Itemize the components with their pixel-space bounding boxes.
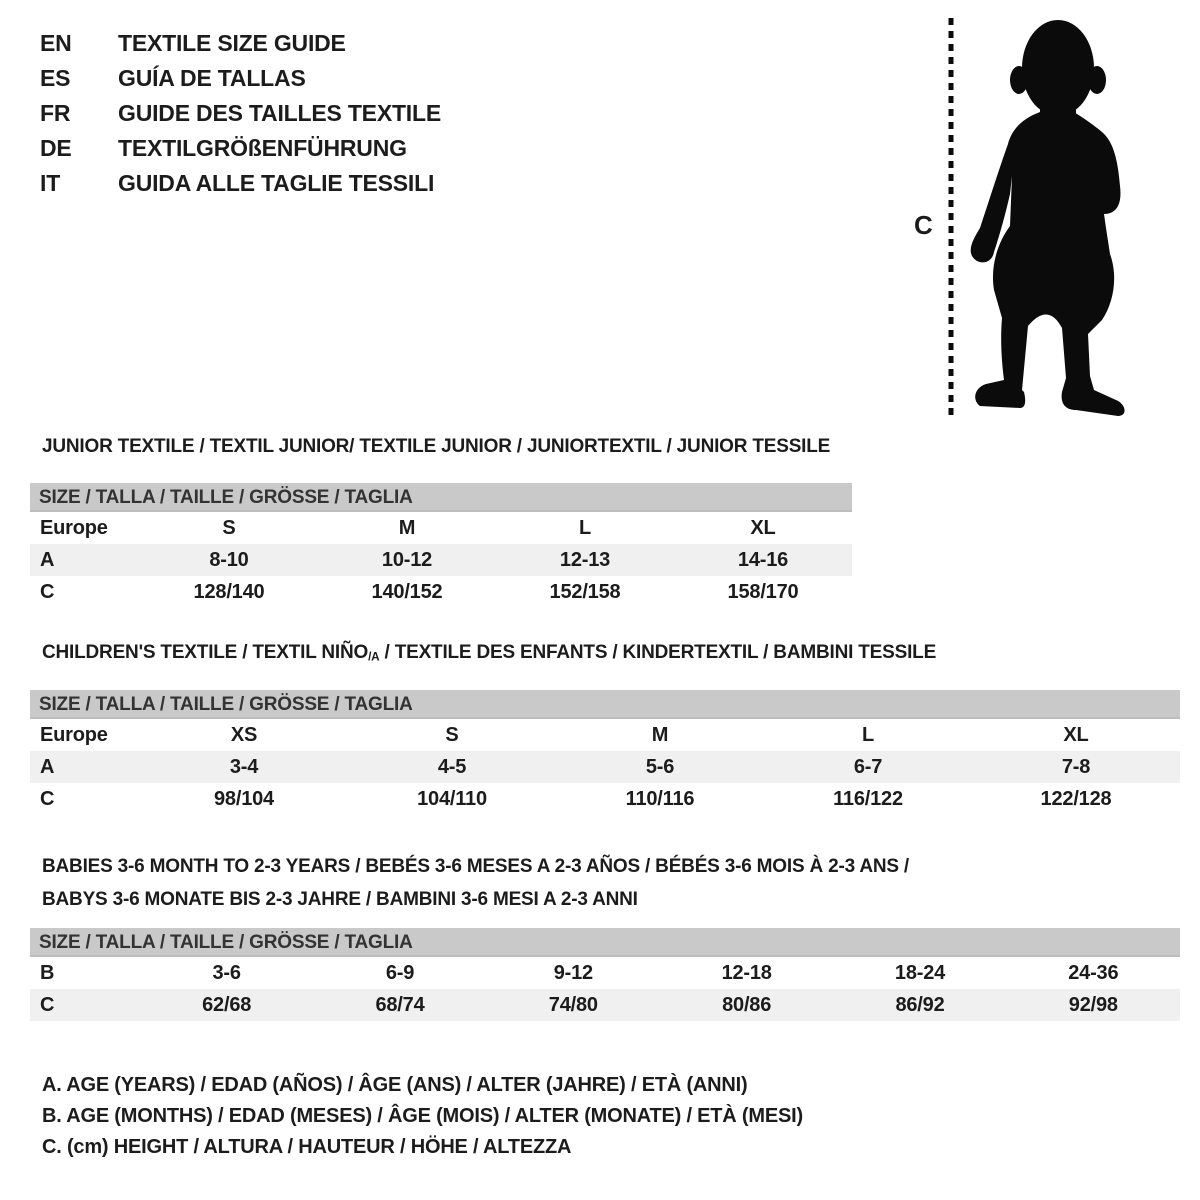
size-cell: L: [861, 723, 875, 746]
row-label: Europe: [40, 723, 108, 746]
table-row-age-months: [30, 957, 1180, 989]
size-cell: 4-5: [437, 755, 467, 778]
size-cell: 140/152: [371, 580, 443, 603]
language-title: GUÍA DE TALLAS: [118, 65, 306, 91]
children-heading-suffix: / TEXTILE DES ENFANTS / KINDERTEXTIL / BAMBINI TESSILE: [379, 642, 937, 663]
baby-silhouette-image: [962, 18, 1138, 420]
size-cell: 24-36: [1068, 961, 1119, 984]
table-row-age: [30, 751, 1180, 783]
size-cell: 98/104: [214, 787, 274, 810]
height-measure-dashed-line: [945, 16, 957, 420]
size-cell: 152/158: [549, 580, 621, 603]
row-label: C: [40, 580, 55, 603]
children-heading-prefix: CHILDREN'S TEXTILE / TEXTIL NIÑO: [42, 642, 369, 663]
size-cell: 14-16: [737, 548, 789, 571]
size-cell: 74/80: [548, 993, 598, 1016]
size-cell: 110/116: [625, 787, 695, 810]
size-cell: 5-6: [645, 755, 675, 778]
legend-line-c: C. (cm) HEIGHT / ALTURA / HAUTEUR / HÖHE / ALTEZZA: [42, 1136, 572, 1158]
children-heading-subscript: /A: [368, 650, 380, 664]
size-cell: XL: [1063, 723, 1089, 746]
table-row-age: [30, 544, 852, 576]
language-row-es: [40, 61, 441, 96]
table-row-height: [30, 783, 1180, 815]
legend-line-b: B. AGE (MONTHS) / EDAD (MESES) / ÂGE (MOIS) / ALTER (MONATE) / ETÀ (MESI): [42, 1105, 803, 1127]
junior-size-header-bar: SIZE / TALLA / TAILLE / GRÖSSE / TAGLIA: [30, 483, 852, 512]
language-title: TEXTILE SIZE GUIDE: [118, 30, 346, 56]
language-row-fr: [40, 96, 441, 131]
language-code: FR: [40, 100, 71, 126]
row-label: C: [40, 787, 55, 810]
size-cell: 116/122: [833, 787, 903, 810]
language-code: DE: [40, 135, 72, 161]
size-cell: 12-18: [721, 961, 772, 984]
size-cell: M: [651, 723, 669, 746]
legend-line-a: A. AGE (YEARS) / EDAD (AÑOS) / ÂGE (ANS) / ALTER (JAHRE) / ETÀ (ANNI): [42, 1074, 748, 1096]
language-title: GUIDE DES TAILLES TEXTILE: [118, 100, 441, 126]
language-code: EN: [40, 30, 72, 56]
size-cell: 6-9: [385, 961, 415, 984]
size-cell: S: [222, 516, 236, 539]
size-cell: 10-12: [381, 548, 433, 571]
children-size-header-bar: SIZE / TALLA / TAILLE / GRÖSSE / TAGLIA: [30, 690, 1180, 719]
language-title: TEXTILGRÖßENFÜHRUNG: [118, 135, 407, 161]
row-label: Europe: [40, 516, 108, 539]
babies-heading-line2: BABYS 3-6 MONATE BIS 2-3 JAHRE / BAMBINI 3-6 MESI A 2-3 ANNI: [42, 889, 638, 910]
babies-section-heading: [42, 850, 909, 916]
size-cell: 12-13: [559, 548, 611, 571]
size-cell: 122/128: [1040, 787, 1112, 810]
size-cell: 92/98: [1068, 993, 1118, 1016]
size-cell: 7-8: [1061, 755, 1091, 778]
size-cell: 18-24: [894, 961, 946, 984]
junior-section-heading: JUNIOR TEXTILE / TEXTIL JUNIOR/ TEXTILE JUNIOR / JUNIORTEXTIL / JUNIOR TESSILE: [42, 436, 831, 457]
size-cell: M: [398, 516, 416, 539]
language-code: ES: [40, 65, 71, 91]
size-cell: 68/74: [375, 993, 425, 1016]
size-cell: 3-6: [212, 961, 241, 984]
table-row-height: [30, 989, 1180, 1021]
size-cell: 8-10: [209, 548, 249, 571]
babies-size-header-bar: SIZE / TALLA / TAILLE / GRÖSSE / TAGLIA: [30, 928, 1180, 957]
language-title: GUIDA ALLE TAGLIE TESSILI: [118, 170, 435, 196]
size-cell: 104/110: [417, 787, 487, 810]
language-row-it: [40, 166, 441, 201]
row-label: A: [40, 548, 55, 571]
size-cell: S: [445, 723, 459, 746]
row-label: C: [40, 993, 55, 1016]
table-row-europe: [30, 512, 852, 544]
children-size-table: [30, 690, 1180, 815]
size-cell: 86/92: [895, 993, 945, 1016]
size-cell: 9-12: [553, 961, 593, 984]
language-list: [40, 26, 441, 201]
language-row-en: [40, 26, 441, 61]
size-cell: 6-7: [853, 755, 883, 778]
language-row-de: [40, 131, 441, 166]
row-label: A: [40, 755, 55, 778]
table-row-height: [30, 576, 852, 608]
junior-size-table: [30, 483, 852, 608]
children-section-heading: [42, 642, 936, 664]
size-cell: 158/170: [727, 580, 799, 603]
baby-silhouette-shape: [971, 20, 1125, 416]
size-cell: 62/68: [202, 993, 252, 1016]
size-cell: 3-4: [229, 755, 259, 778]
size-cell: 128/140: [193, 580, 265, 603]
babies-size-table: [30, 928, 1180, 1021]
language-code: IT: [40, 170, 61, 196]
size-cell: L: [578, 516, 592, 539]
legend: [42, 1070, 803, 1163]
table-row-europe: [30, 719, 1180, 751]
size-cell: XS: [230, 723, 258, 746]
row-label: B: [40, 961, 55, 984]
babies-heading-line1: BABIES 3-6 MONTH TO 2-3 YEARS / BEBÉS 3-6 MESES A 2-3 AÑOS / BÉBÉS 3-6 MOIS À 2-3 ANS /: [42, 856, 910, 877]
size-cell: XL: [750, 516, 776, 539]
measure-label-c: C: [914, 210, 933, 240]
size-cell: 80/86: [722, 993, 772, 1016]
